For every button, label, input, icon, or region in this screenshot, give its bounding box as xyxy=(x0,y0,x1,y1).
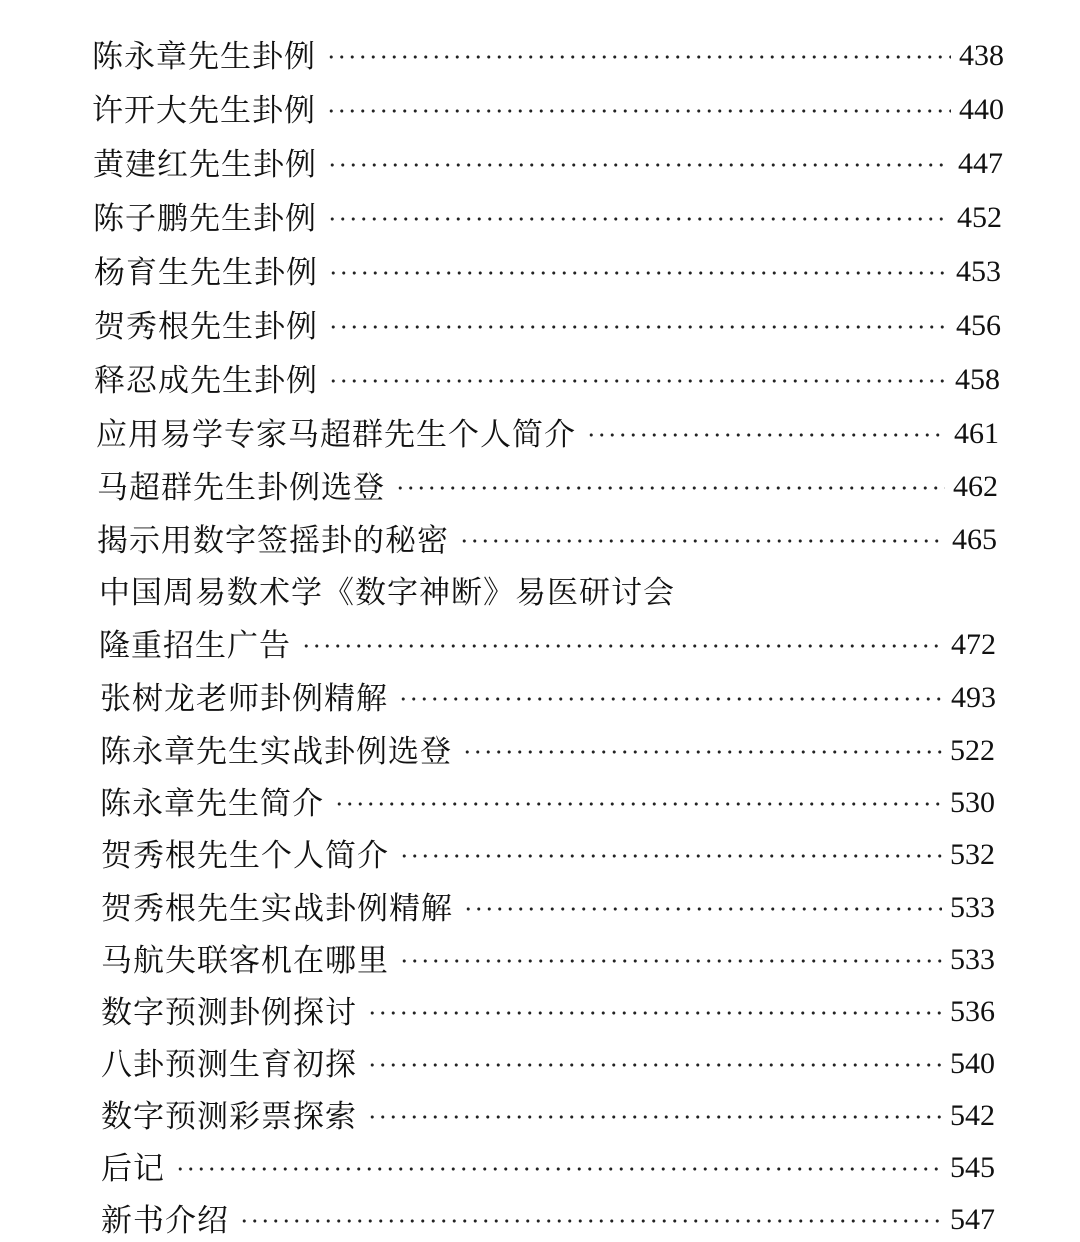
dot-leader xyxy=(398,697,943,701)
toc-entry-page: 440 xyxy=(959,93,1004,126)
dot-leader xyxy=(463,907,942,911)
toc-entry xyxy=(100,775,995,825)
toc-entry xyxy=(101,1192,995,1242)
toc-entry-title: 贺秀根先生实战卦例精解 xyxy=(101,890,453,927)
toc-entry xyxy=(99,617,996,667)
dot-leader xyxy=(399,854,942,858)
toc-entry-page: 532 xyxy=(950,838,995,871)
toc-entry-page: 453 xyxy=(956,255,1001,288)
dot-leader xyxy=(586,433,946,437)
toc-entry-title: 张树龙老师卦例精解 xyxy=(100,680,388,717)
dot-leader xyxy=(395,486,945,490)
dot-leader xyxy=(462,750,942,754)
toc-entry-page: 447 xyxy=(958,147,1003,180)
toc-entry xyxy=(101,932,995,982)
toc-entry-page: 465 xyxy=(952,523,997,556)
dot-leader xyxy=(328,325,948,329)
toc-entry xyxy=(101,1088,995,1138)
toc-entry-title: 陈子鹏先生卦例 xyxy=(93,200,317,237)
dot-leader xyxy=(328,379,947,383)
toc-entry-title: 隆重招生广告 xyxy=(99,627,291,664)
toc-entry-page: 493 xyxy=(951,681,996,714)
toc-entry xyxy=(101,984,995,1034)
toc-entry-title: 马超群先生卦例选登 xyxy=(97,469,385,506)
toc-entry xyxy=(97,459,998,509)
toc-entry xyxy=(101,1036,995,1086)
toc-entry xyxy=(97,512,997,562)
dot-leader xyxy=(459,539,944,543)
toc-entry-title: 中国周易数术学《数字神断》易医研讨会 xyxy=(99,574,675,611)
toc-entry-title: 数字预测卦例探讨 xyxy=(101,994,357,1031)
toc-entry-page: 542 xyxy=(950,1099,995,1132)
dot-leader xyxy=(326,55,951,59)
toc-entry-title: 八卦预测生育初探 xyxy=(101,1046,357,1083)
dot-leader xyxy=(334,802,942,806)
toc-entry-page: 522 xyxy=(950,734,995,767)
dot-leader xyxy=(301,644,943,648)
dot-leader xyxy=(175,1167,942,1171)
dot-leader xyxy=(367,1011,942,1015)
dot-leader xyxy=(326,109,951,113)
toc-entry-page: 452 xyxy=(957,201,1002,234)
toc-entry xyxy=(100,723,995,773)
dot-leader xyxy=(399,959,942,963)
toc-entry-title: 陈永章先生简介 xyxy=(100,785,324,822)
toc-entry-title: 新书介绍 xyxy=(101,1202,229,1239)
toc-entry xyxy=(101,880,995,930)
toc-entry-page: 461 xyxy=(954,417,999,450)
toc-entry-page: 472 xyxy=(951,628,996,661)
toc-entry-title: 释忍成先生卦例 xyxy=(94,362,318,399)
toc-entry-page: 547 xyxy=(950,1203,995,1236)
toc-entry-page: 540 xyxy=(950,1047,995,1080)
toc-entry-page: 536 xyxy=(950,995,995,1028)
toc-entry-page: 533 xyxy=(950,943,995,976)
toc-entry-title: 贺秀根先生卦例 xyxy=(94,308,318,345)
dot-leader xyxy=(367,1063,942,1067)
toc-entry-page: 438 xyxy=(959,39,1004,72)
dot-leader xyxy=(327,163,950,167)
toc-entry-page: 458 xyxy=(955,363,1000,396)
toc-entry-title: 贺秀根先生个人简介 xyxy=(101,837,389,874)
toc-entry xyxy=(101,827,995,877)
toc-entry-title: 杨育生先生卦例 xyxy=(94,254,318,291)
toc-entry-page: 462 xyxy=(953,470,998,503)
toc-entry-page: 530 xyxy=(950,786,995,819)
toc-entry-title: 后记 xyxy=(101,1150,165,1187)
toc-entry-page: 533 xyxy=(950,891,995,924)
toc-entry-title: 陈永章先生实战卦例选登 xyxy=(100,733,452,770)
toc-entry-page: 545 xyxy=(950,1151,995,1184)
dot-leader xyxy=(367,1115,942,1119)
toc-entry xyxy=(96,406,999,456)
dot-leader xyxy=(239,1219,942,1223)
toc-entry xyxy=(93,136,1003,186)
toc-entry-title: 数字预测彩票探索 xyxy=(101,1098,357,1135)
toc-entry xyxy=(92,28,1004,78)
toc-entry-title: 马航失联客机在哪里 xyxy=(101,942,389,979)
toc-entry-title: 黄建红先生卦例 xyxy=(93,146,317,183)
toc-entry-page: 456 xyxy=(956,309,1001,342)
toc-entry-title: 揭示用数字签摇卦的秘密 xyxy=(97,522,449,559)
toc-entry-title: 陈永章先生卦例 xyxy=(92,38,316,75)
toc-entry-heading xyxy=(99,564,997,614)
toc-entry-title: 应用易学专家马超群先生个人简介 xyxy=(96,416,576,453)
toc-entry xyxy=(100,670,996,720)
toc-entry xyxy=(94,244,1001,294)
toc-entry xyxy=(94,298,1001,348)
toc-entry xyxy=(101,1140,995,1190)
toc-entry xyxy=(93,190,1002,240)
toc-entry xyxy=(92,82,1004,132)
dot-leader xyxy=(328,271,948,275)
dot-leader xyxy=(327,217,949,221)
toc-entry xyxy=(94,352,1000,402)
toc-entry-title: 许开大先生卦例 xyxy=(92,92,316,129)
